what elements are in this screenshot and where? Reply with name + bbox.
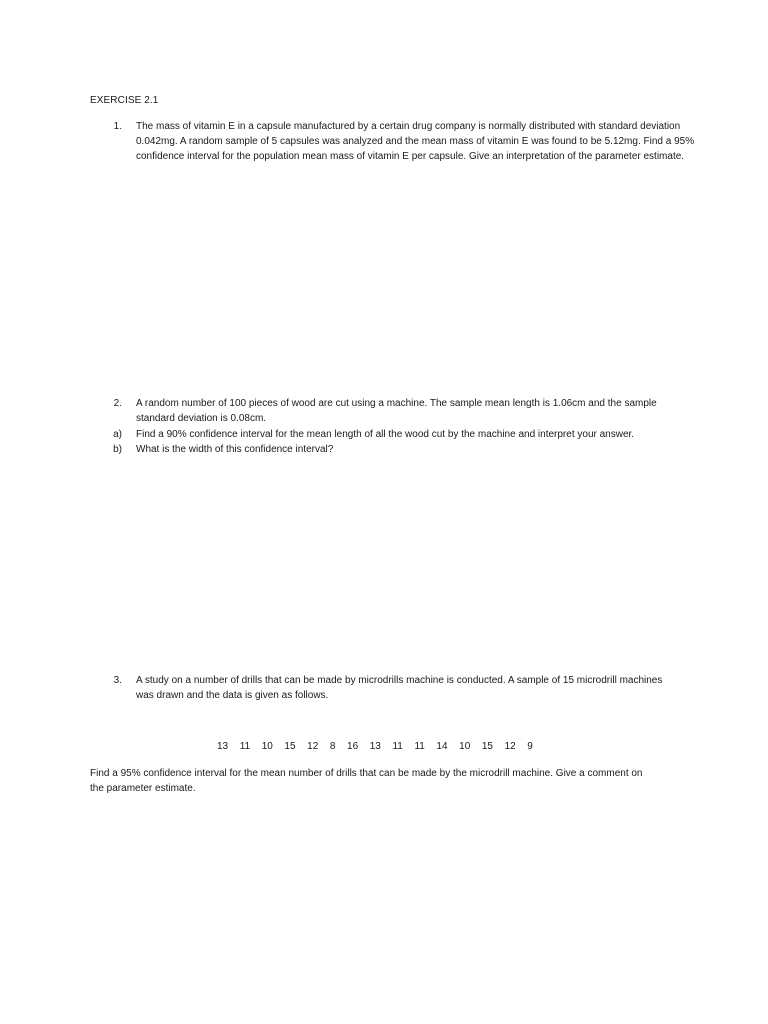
question-2b-text: What is the width of this confidence interval? (136, 444, 334, 455)
data-value: 10 (261, 741, 273, 752)
question-2-text: A random number of 100 pieces of wood are cut using a machine. The sample mean length is 1.06cm and the sample standard deviation is 0.08cm. (136, 398, 657, 424)
drill-data-row (217, 739, 544, 754)
question-3-number: 3. (113, 675, 122, 686)
data-value: 13 (217, 741, 229, 752)
question-1-number: 1. (113, 121, 122, 132)
data-value: 8 (329, 741, 336, 752)
data-value: 11 (239, 741, 251, 752)
question-2b-label: b) (113, 444, 122, 455)
data-value: 10 (459, 741, 471, 752)
data-value: 11 (414, 741, 425, 752)
question-3-followup: Find a 95% confidence interval for the mean number of drills that can be made by the microdrill machine. Give a comment on the parameter estimate. (90, 768, 643, 794)
data-value: 12 (504, 741, 516, 752)
data-value: 16 (347, 741, 359, 752)
question-2a-label: a) (113, 429, 122, 440)
data-value: 13 (369, 741, 381, 752)
exercise-title: EXERCISE 2.1 (90, 95, 159, 106)
question-2a-text: Find a 90% confidence interval for the mean length of all the wood cut by the machine and interpret your answer. (136, 429, 635, 440)
data-value: 9 (527, 741, 533, 752)
question-3-text: A study on a number of drills that can be made by microdrills machine is conducted. A sample of 15 microdrill machines was drawn and the data is given as follows. (136, 675, 663, 701)
data-value: 14 (436, 741, 448, 752)
data-value: 11 (392, 741, 403, 752)
data-value: 15 (481, 741, 493, 752)
question-1-text: The mass of vitamin E in a capsule manufactured by a certain drug company is normally distributed with standard deviation 0.042mg. A random sample of 5 capsules was analyzed and the mean mass of vitamin E was found to be 5.12mg. Find a 95% confidence interval for the population mean mass of vitamin E per capsule. Give an interpretation of the parameter estimate. (136, 121, 695, 162)
question-2-number: 2. (113, 398, 122, 409)
data-value: 15 (284, 741, 296, 752)
data-value: 12 (307, 741, 319, 752)
